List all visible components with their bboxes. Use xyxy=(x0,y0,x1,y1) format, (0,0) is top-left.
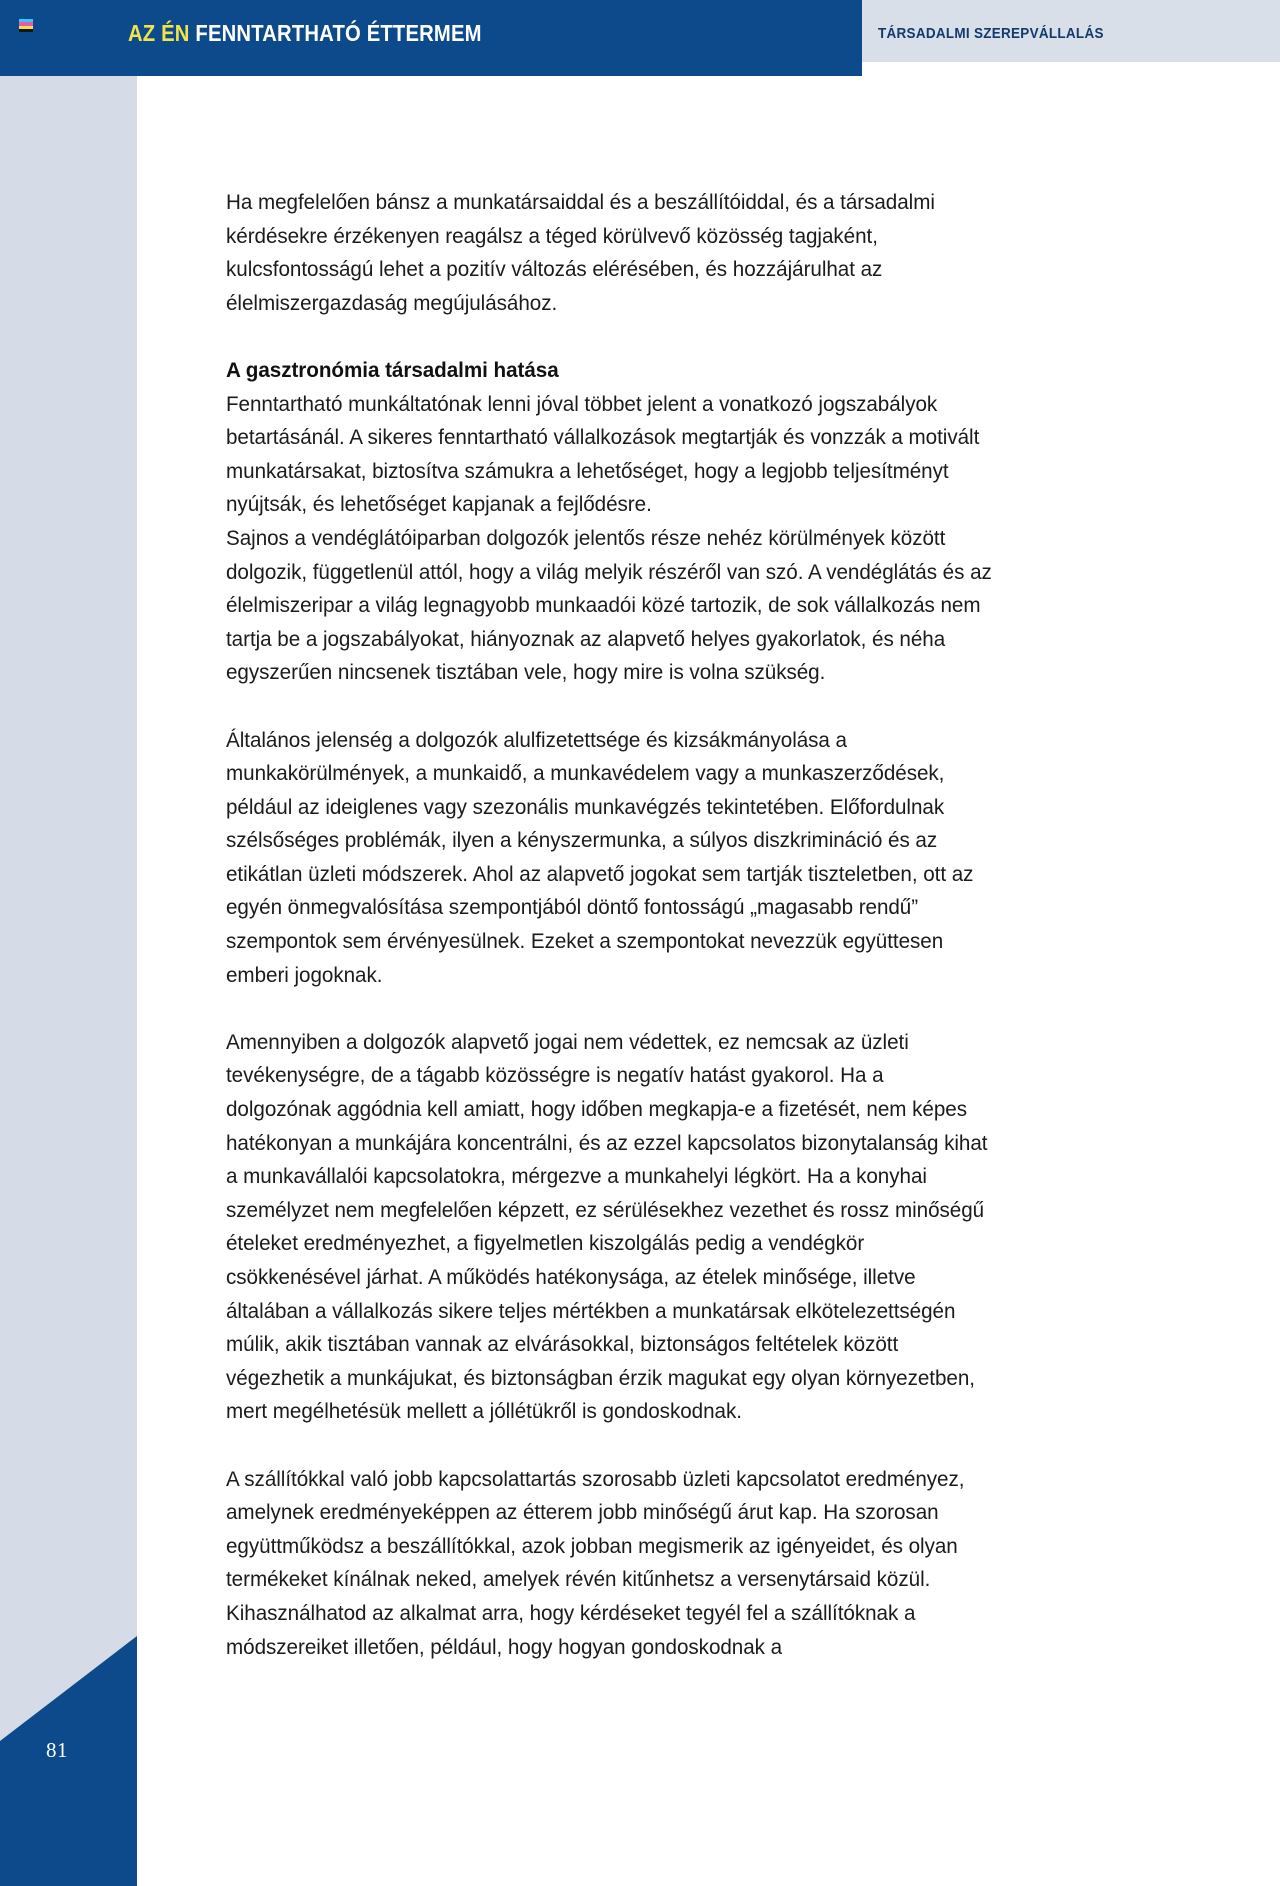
cmyk-registration-mark-icon xyxy=(18,18,34,33)
paragraph: Amennyiben a dolgozók alapvető jogai nem védettek, ez nemcsak az üzleti tevékenységre, de a tágabb közösségre is negatív hatást gyakorol. Ha a dolgozónak aggódnia kell amiatt, hogy időben megkapja-e a fizetését, nem képes hatékonyan a munkájára koncentrálni, és az ezzel kapcsolatos bizonytalanság kihat a munkavállalói kapcsolatokra, mérgezve a munkahelyi légkört. Ha a konyhai személyzet nem megfelelően képzett, ez sérülésekhez vezethet és rossz minőségű ételeket eredményezhet, a figyelmetlen kiszolgálás pedig a vendégkör csökkenésével járhat. A működés hatékonysága, az ételek minősége, illetve általában a vállalkozás sikere teljes mértékben a munkatársak elkötelezettségén múlik, akik tisztában vannak az elvárásokkal, biztonságos feltételek között végezhetik a munkájukat, és biztonságban érzik magukat egy olyan környezetben, mert megélhetésük mellett a jóllétükről is gondoskodnak. xyxy=(226,1029,988,1424)
left-rail-wedge xyxy=(0,1636,137,1886)
paragraph: Sajnos a vendéglátóiparban dolgozók jelentős része nehéz körülmények között dolgozik, függetlenül attól, hogy a világ melyik részéről van szó. A vendéglátás és az élelmiszeripar a világ legnagyobb munkaadói közé tartozik, de sok vállalkozás nem tartja be a jogszabályokat, hiányoznak az alapvető helyes gyakorlatok, és néha egyszerűen nincsenek tisztában vele, hogy mire is volna szükség. xyxy=(226,525,992,685)
paragraph: Ha megfelelően bánsz a munkatársaiddal és a beszállítóiddal, és a társadalmi kérdésekre érzékenyen reagálsz a téged körülvevő közösség tagjaként, kulcsfontosságú lehet a pozitív változás elérésében, és hozzájárulhat az élelmiszergazdaság megújulásához. xyxy=(226,190,935,315)
paragraph: A szállítókkal való jobb kapcsolattartás szorosabb üzleti kapcsolatot eredményez, amelynek eredményeképpen az étterem jobb minőségű árut kap. Ha szorosan együttműködsz a beszállítókkal, azok jobban megismerik az igényeidet, és olyan termékeket kínálnak neked, amelyek révén kitűnhetsz a versenytársaid közül. Kihasználhatod az alkalmat arra, hogy kérdéseket tegyél fel a szállítóknak a módszereiket illetően, például, hogy hogyan gondoskodnak a xyxy=(226,1466,965,1659)
left-rail xyxy=(0,76,137,1810)
paragraph: Általános jelenség a dolgozók alulfizetettsége és kizsákmányolása a munkakörülmények, a munkaidő, a munkavédelem vagy a munkaszerződések, például az ideiglenes vagy szezonális munkavégzés tekintetében. Előfordulnak szélsőséges problémák, ilyen a kényszermunka, a súlyos diszkrimináció és az etikátlan üzleti módszerek. Ahol az alapvető jogokat sem tartják tiszteletben, ott az egyén önmegvalósítása szempontjából döntő fontosságú „magasabb rendű” szempontok sem érvényesülnek. Ezeket a szempontokat nevezzük együttesen emberi jogoknak. xyxy=(226,727,974,987)
running-head-title-accent: AZ ÉN xyxy=(128,20,190,46)
page-number: 81 xyxy=(46,1738,68,1762)
section-subheading: A gasztronómia társadalmi hatása xyxy=(226,357,559,382)
body-text-column xyxy=(226,186,992,1664)
running-head-section-label: TÁRSADALMI SZEREPVÁLLALÁS xyxy=(878,26,1104,42)
running-head-title xyxy=(128,22,482,45)
paragraph: Fenntartható munkáltatónak lenni jóval többet jelent a vonatkozó jogszabályok betartásánál. A sikeres fenntartható vállalkozások megtartják és vonzzák a motivált munkatársakat, biztosítva számukra a lehetőséget, hogy a legjobb teljesítményt nyújtsák, és lehetőséget kapjanak a fejlődésre. xyxy=(226,391,980,517)
running-head-title-plain: FENNTARTHATÓ ÉTTERMEM xyxy=(195,20,482,46)
